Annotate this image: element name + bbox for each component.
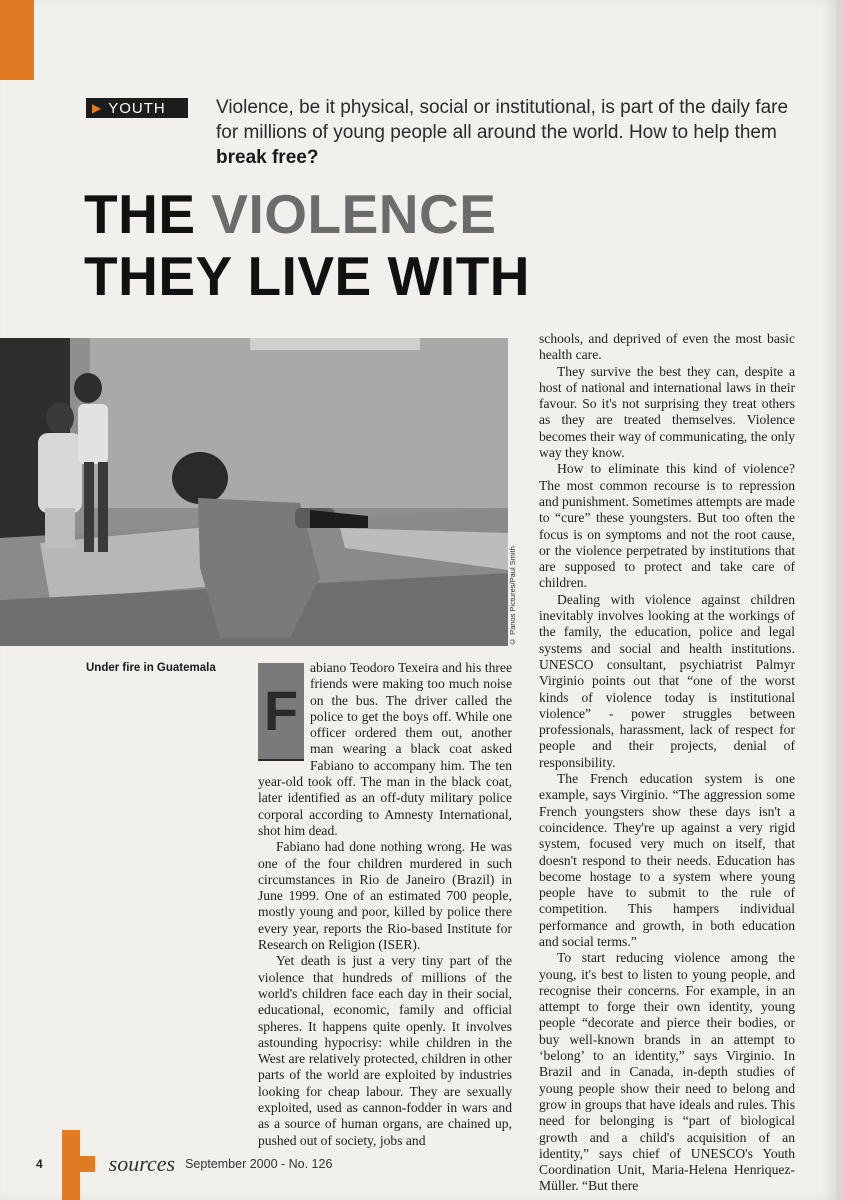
paragraph: schools, and deprived of even the most basic health care. [539, 331, 795, 363]
article-photo [0, 338, 508, 646]
magazine-name: sources [108, 1151, 176, 1176]
paragraph: Dealing with violence against children inevitably involves looking at the workings of the family, the education, police and legal systems and social and health institutions. UNESCO consultant, psychiatrist Palmyr Virginio points out that “one of the worst kinds of violence today is institutional violence” - power struggles between professionals, harassment, lack of respect for people and their projects, denial of responsibility. [539, 591, 795, 770]
paragraph: Fabiano had done nothing wrong. He was one of the four children murdered in such circumstances in Rio de Janeiro (Brazil) in June 1999. One of an estimated 700 people, mostly young and poor, killed by police there every year, reports the Rio-based Institute for Research on Religion (ISER). [258, 839, 512, 953]
article-column-right [539, 331, 795, 1195]
photo-caption: Under fire in Guatemala [86, 662, 216, 674]
article-column-left [258, 660, 512, 1149]
page-footer [36, 1151, 333, 1176]
drop-cap: F [258, 663, 304, 761]
paragraph: Yet death is just a very tiny part of the violence that hundreds of millions of the world's children face each day in their social, educational, economic, family and official spheres. It happens quite openly. It involves astounding hypocrisy: while children in the West are relatively protected, children in other parts of the world are exploited by industries looking for cheap labour. They are sexually exploited, used as cannon-fodder in wars and as a source of human organs, are chained up, pushed out of society, jobs and [258, 953, 512, 1148]
photo-illustration [0, 338, 508, 646]
page-number: 4 [36, 1157, 43, 1171]
paragraph: To start reducing violence among the young, it's best to listen to young people, and recognise their concerns. For example, in an attempt to forge their own identity, young people “decorate and pierce their bodies, or buy well-known brands in an attempt to ‘belong’ to an identity,” says Virginio. In Brazil and in Canada, in-depth studies of young people show their need to belong and grow in groups that have ideals and rules. This need for belonging is “part of biological growth and a child's acquisition of an identity,” says chief of UNESCO's Youth Coordination Unit, Maria-Helena Henriquez-Müller. “But there [539, 950, 795, 1194]
standfirst-bold: break free? [216, 147, 319, 168]
headline-line1-grey: VIOLENCE [211, 183, 497, 245]
issue-info: September 2000 - No. 126 [185, 1157, 333, 1171]
unesco-logo-icon [79, 1156, 95, 1172]
section-tag-label: YOUTH [108, 99, 166, 117]
paragraph: How to eliminate this kind of violence? The most common recourse is to repression and punishment. Sometimes attempts are made to “cure” these youngsters. But too often the focus is on symptoms and not the root cause, or the violence perpetrated by institutions that are supposed to protect and take care of children. [539, 461, 795, 591]
paragraph: The French education system is one example, says Virginio. “The aggression some French youngsters show these days isn't a coincidence. They're up against a very rigid system, focused very much on itself, that doesn't respond to their needs. Education has become hostage to a system where young people have to submit to the rule of competition. This hampers individual performance and growth, in both education and social terms.” [539, 771, 795, 949]
standfirst-text: Violence, be it physical, social or institutional, is part of the daily fare for millions of young people all around the world. How to help them [216, 97, 789, 143]
paragraph [258, 660, 512, 839]
corner-accent-tab [0, 0, 34, 80]
standfirst [216, 95, 796, 170]
headline [84, 183, 530, 307]
headline-line1-dark: THE [84, 183, 212, 245]
photo-credit: © Panos Pictures/Paul Smith [508, 546, 517, 646]
play-arrow-icon: ▶ [92, 101, 103, 115]
section-tag [86, 98, 188, 118]
paragraph: They survive the best they can, despite a host of national and international laws in their favour. So it's not surprising they treat others as they are treated themselves. Violence becomes their way of communicating, the only way they know. [539, 363, 795, 461]
paragraph-text: abiano Teodoro Texeira and his three friends were making too much noise on the bus. The driver called the police to get the boys off. While one officer ordered them out, another man wearing a black coat asked Fabiano to accompany him. The ten year-old took off. The man in the black coat, later identified as an off-duty military police corporal according to Amnesty International, shot him dead. [258, 660, 512, 838]
headline-line2: THEY LIVE WITH [84, 245, 531, 307]
